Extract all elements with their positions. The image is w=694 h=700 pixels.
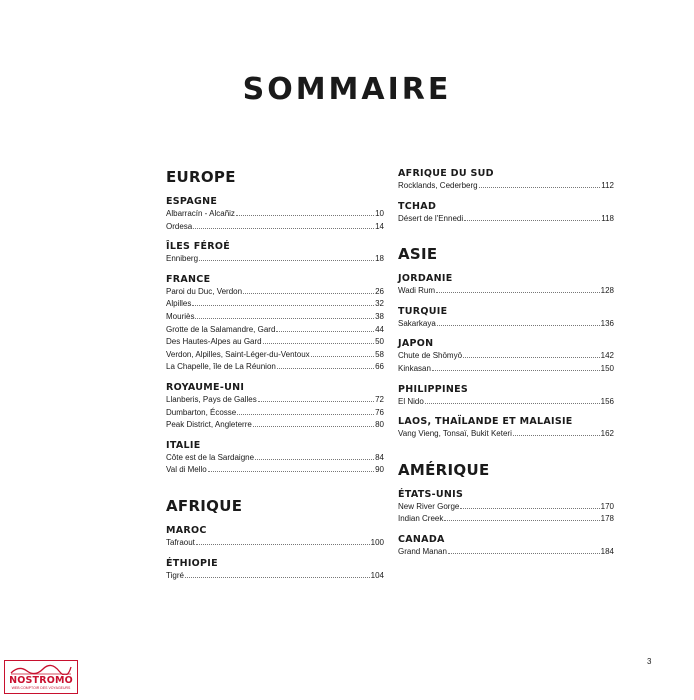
toc-entry[interactable] — [398, 180, 614, 193]
toc-entry[interactable] — [166, 324, 384, 337]
toc-entry[interactable] — [166, 208, 384, 221]
dot-leader — [258, 401, 374, 402]
dot-leader — [460, 508, 599, 509]
entry-title: Indian Creek — [398, 514, 444, 524]
toc-entry[interactable] — [398, 350, 614, 363]
country-heading: JORDANIE — [398, 273, 453, 285]
entry-page-number: 90 — [375, 465, 384, 475]
entry-title: Rocklands, Cederberg — [398, 181, 478, 190]
toc-entry[interactable] — [166, 286, 384, 299]
nostromo-logo — [4, 660, 78, 694]
logo-name: NOSTROMO — [9, 675, 73, 686]
country-heading: CANADA — [398, 533, 445, 545]
dot-leader — [237, 414, 374, 415]
entry-title: Grotte de la Salamandre, Gard — [166, 324, 276, 334]
toc-entry[interactable] — [398, 501, 614, 514]
toc-entry[interactable] — [398, 546, 614, 559]
page-number: 3 — [647, 657, 652, 666]
toc-column-left — [166, 168, 384, 582]
country-heading: ESPAGNE — [166, 196, 218, 207]
entry-page-number: 58 — [375, 349, 384, 359]
entry-title: Alpilles — [166, 299, 192, 309]
entry-page-number: 150 — [600, 363, 614, 373]
country-heading: ITALIE — [166, 439, 201, 451]
country-heading: ÉTHIOPIE — [166, 557, 218, 569]
entry-page-number: 128 — [600, 286, 614, 296]
entry-page-number: 136 — [600, 318, 614, 328]
entry-page-number: 178 — [600, 514, 614, 524]
dot-leader — [513, 435, 600, 436]
wave-icon — [9, 663, 73, 675]
dot-leader — [243, 293, 374, 294]
entry-page-number: 32 — [375, 299, 384, 309]
country-heading: ROYAUME-UNI — [166, 381, 245, 393]
entry-title: Tigré — [166, 570, 184, 580]
entry-page-number: 156 — [600, 396, 614, 406]
entry-page-number: 66 — [375, 362, 384, 372]
entry-page-number: 44 — [375, 324, 384, 334]
toc-entry[interactable] — [166, 298, 384, 311]
country-heading: FRANCE — [166, 273, 211, 285]
entry-title: Val di Mello — [166, 465, 207, 475]
entry-title: El Nido — [398, 396, 424, 406]
dot-leader — [311, 356, 374, 357]
dot-leader — [464, 220, 600, 221]
entry-page-number: 76 — [375, 407, 384, 417]
entry-title: Peak District, Angleterre — [166, 420, 252, 430]
toc-entry[interactable] — [166, 419, 384, 432]
toc-entry[interactable] — [398, 396, 614, 409]
region-heading: AFRIQUE — [166, 496, 243, 515]
page-title: SOMMAIRE — [242, 72, 452, 107]
dot-leader — [195, 318, 374, 319]
dot-leader — [208, 471, 374, 472]
toc-entry[interactable] — [166, 361, 384, 374]
country-heading: AFRIQUE DU SUD — [398, 168, 494, 179]
entry-page-number: 170 — [600, 501, 614, 511]
entry-title: Désert de l'Ennedi — [398, 213, 464, 223]
dot-leader — [199, 260, 374, 261]
entry-title: Kinkasan — [398, 363, 431, 373]
entry-page-number: 26 — [375, 286, 384, 296]
entry-title: Chute de Shōmyō — [398, 351, 463, 361]
entry-title: New River Gorge — [398, 501, 460, 511]
dot-leader — [448, 553, 600, 554]
entry-page-number: 18 — [375, 254, 384, 264]
toc-entry[interactable] — [166, 311, 384, 324]
toc-column-right — [398, 168, 614, 559]
toc-entry[interactable] — [398, 363, 614, 376]
entry-title: Wadi Rum — [398, 286, 436, 296]
entry-title: Albarracín - Alcañiz — [166, 209, 235, 218]
entry-title: Paroi du Duc, Verdon — [166, 286, 243, 296]
toc-entry[interactable] — [166, 464, 384, 477]
toc-entry[interactable] — [166, 452, 384, 465]
country-heading: JAPON — [398, 338, 434, 350]
toc-entry[interactable] — [166, 537, 384, 550]
dot-leader — [196, 544, 370, 545]
entry-title: Llanberis, Pays de Galles — [166, 394, 257, 404]
entry-page-number: 104 — [370, 570, 384, 580]
entry-page-number: 38 — [375, 311, 384, 321]
dot-leader — [432, 370, 600, 371]
entry-title: Verdon, Alpilles, Saint-Léger-du-Ventoux — [166, 349, 310, 359]
dot-leader — [185, 577, 370, 578]
entry-title: Tafraout — [166, 537, 195, 547]
logo-tagline: WEB COMPTOIR DES VOYAGEURS — [11, 686, 71, 690]
entry-page-number: 14 — [375, 221, 384, 231]
toc-entry[interactable] — [398, 428, 614, 441]
entry-page-number: 184 — [600, 546, 614, 556]
entry-page-number: 10 — [375, 209, 384, 218]
entry-title: Mouriès — [166, 311, 195, 321]
dot-leader — [255, 459, 374, 460]
entry-title: Sakarkaya — [398, 318, 436, 328]
country-heading: LAOS, THAÏLANDE ET MALAISIE — [398, 416, 573, 428]
entry-page-number: 50 — [375, 337, 384, 347]
entry-title: Enniberg — [166, 254, 199, 264]
entry-title: Vang Vieng, Tonsaï, Bukit Keteri — [398, 429, 512, 439]
region-heading: ASIE — [398, 245, 438, 264]
toc-entry[interactable] — [166, 394, 384, 407]
dot-leader — [253, 426, 374, 427]
country-heading: PHILIPPINES — [398, 383, 469, 395]
entry-page-number: 142 — [600, 351, 614, 361]
toc-entry[interactable] — [166, 349, 384, 362]
dot-leader — [192, 305, 374, 306]
region-heading: AMÉRIQUE — [398, 460, 490, 479]
entry-title: Dumbarton, Écosse — [166, 407, 237, 417]
toc-entry[interactable] — [398, 318, 614, 331]
country-heading: TCHAD — [398, 200, 437, 212]
entry-page-number: 80 — [375, 420, 384, 430]
dot-leader — [437, 325, 600, 326]
entry-title: Grand Manan — [398, 546, 447, 556]
toc-entry[interactable] — [166, 570, 384, 583]
country-heading: ÎLES FÉROÉ — [166, 241, 231, 253]
dot-leader — [276, 331, 374, 332]
entry-page-number: 112 — [601, 181, 614, 190]
toc-entry[interactable] — [398, 213, 614, 226]
dot-leader — [444, 520, 599, 521]
entry-page-number: 100 — [370, 537, 384, 547]
toc-entry[interactable] — [166, 221, 384, 234]
entry-page-number: 118 — [601, 213, 614, 223]
entry-title: Ordesa — [166, 221, 193, 231]
country-heading: MAROC — [166, 524, 207, 536]
dot-leader — [436, 292, 600, 293]
country-heading: ÉTATS-UNIS — [398, 488, 464, 500]
entry-title: Côte est de la Sardaigne — [166, 452, 255, 462]
toc-entry[interactable] — [166, 253, 384, 266]
toc-entry[interactable] — [166, 407, 384, 420]
entry-page-number: 162 — [600, 429, 614, 439]
dot-leader — [425, 403, 600, 404]
dot-leader — [479, 187, 601, 188]
toc-entry[interactable] — [398, 285, 614, 298]
entry-page-number: 72 — [375, 394, 384, 404]
entry-page-number: 84 — [375, 452, 384, 462]
toc-entry[interactable] — [398, 513, 614, 526]
country-heading: TURQUIE — [398, 305, 448, 317]
dot-leader — [193, 228, 374, 229]
region-heading: EUROPE — [166, 168, 236, 186]
dot-leader — [277, 368, 374, 369]
entry-title: La Chapelle, île de La Réunion — [166, 362, 276, 372]
dot-leader — [263, 343, 374, 344]
dot-leader — [236, 215, 374, 216]
entry-title: Des Hautes-Alpes au Gard — [166, 337, 262, 347]
toc-entry[interactable] — [166, 336, 384, 349]
dot-leader — [463, 357, 600, 358]
